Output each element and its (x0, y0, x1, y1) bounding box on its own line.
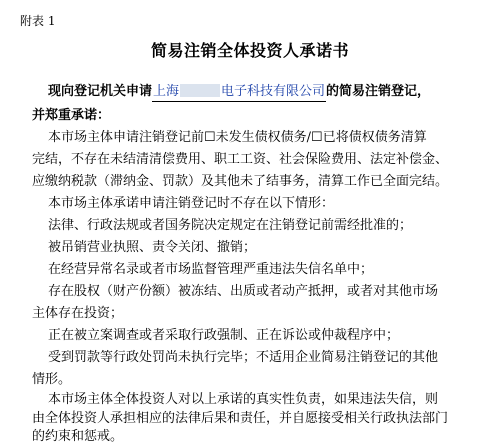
company-name-part2: 电子科技有限公司 (221, 84, 326, 99)
paragraph-3-line-3: 的约束和惩戒。 (32, 429, 124, 444)
redacted-text (180, 84, 220, 97)
paragraph-1-line-1: 本市场主体申请注销登记前☐未发生债权债务/☐已将债权债务清算 (48, 130, 427, 145)
intro-line-2: 并郑重承诺： (32, 108, 111, 123)
paragraph-2-line-1: 本市场主体承诺申请注销登记时不存在以下情形： (48, 196, 335, 211)
paragraph-2-line-8: 受到罚款等行政处罚尚未执行完毕；不适用企业简易注销登记的其他 (48, 350, 439, 365)
paragraph-3-line-2: 由全体投资人承担相应的法律后果和责任，并自愿接受相关行政执法部门 (32, 411, 449, 426)
paragraph-2-line-5: 存在股权（财产份额）被冻结、出质或者动产抵押，或者对其他市场 (48, 284, 439, 299)
paragraph-2-line-6: 主体存在投资； (32, 306, 124, 321)
paragraph-3-line-1: 本市场主体全体投资人对以上承诺的真实性负责，如果违法失信，则 (48, 392, 439, 407)
paragraph-2-line-4: 在经营异常名录或者市场监督管理严重违法失信名单中； (48, 262, 374, 277)
intro-line (48, 82, 488, 102)
paragraph-2-line-7: 正在被立案调查或者采取行政强制、正在诉讼或仲裁程序中； (48, 328, 400, 343)
attachment-label: 附表 1 (20, 14, 56, 28)
company-name-field (152, 82, 326, 102)
paragraph-2-line-9: 情形。 (32, 372, 72, 387)
paragraph-1-line-3: 应缴纳税款（滞纳金、罚款）及其他未了结事务，清算工作已全面完结。 (32, 174, 449, 189)
intro-prefix: 现向登记机关申请 (48, 84, 153, 99)
intro-suffix: 的简易注销登记， (326, 84, 431, 99)
company-name-part1: 上海 (153, 84, 180, 99)
paragraph-2-line-2: 法律、行政法规或者国务院决定规定在注销登记前需经批准的； (48, 218, 413, 233)
paragraph-2-line-3: 被吊销营业执照、责令关闭、撤销； (48, 240, 257, 255)
document-title: 简易注销全体投资人承诺书 (150, 41, 349, 60)
paragraph-1-line-2: 完结，不存在未结清清偿费用、职工工资、社会保险费用、法定补偿金、 (32, 152, 449, 167)
